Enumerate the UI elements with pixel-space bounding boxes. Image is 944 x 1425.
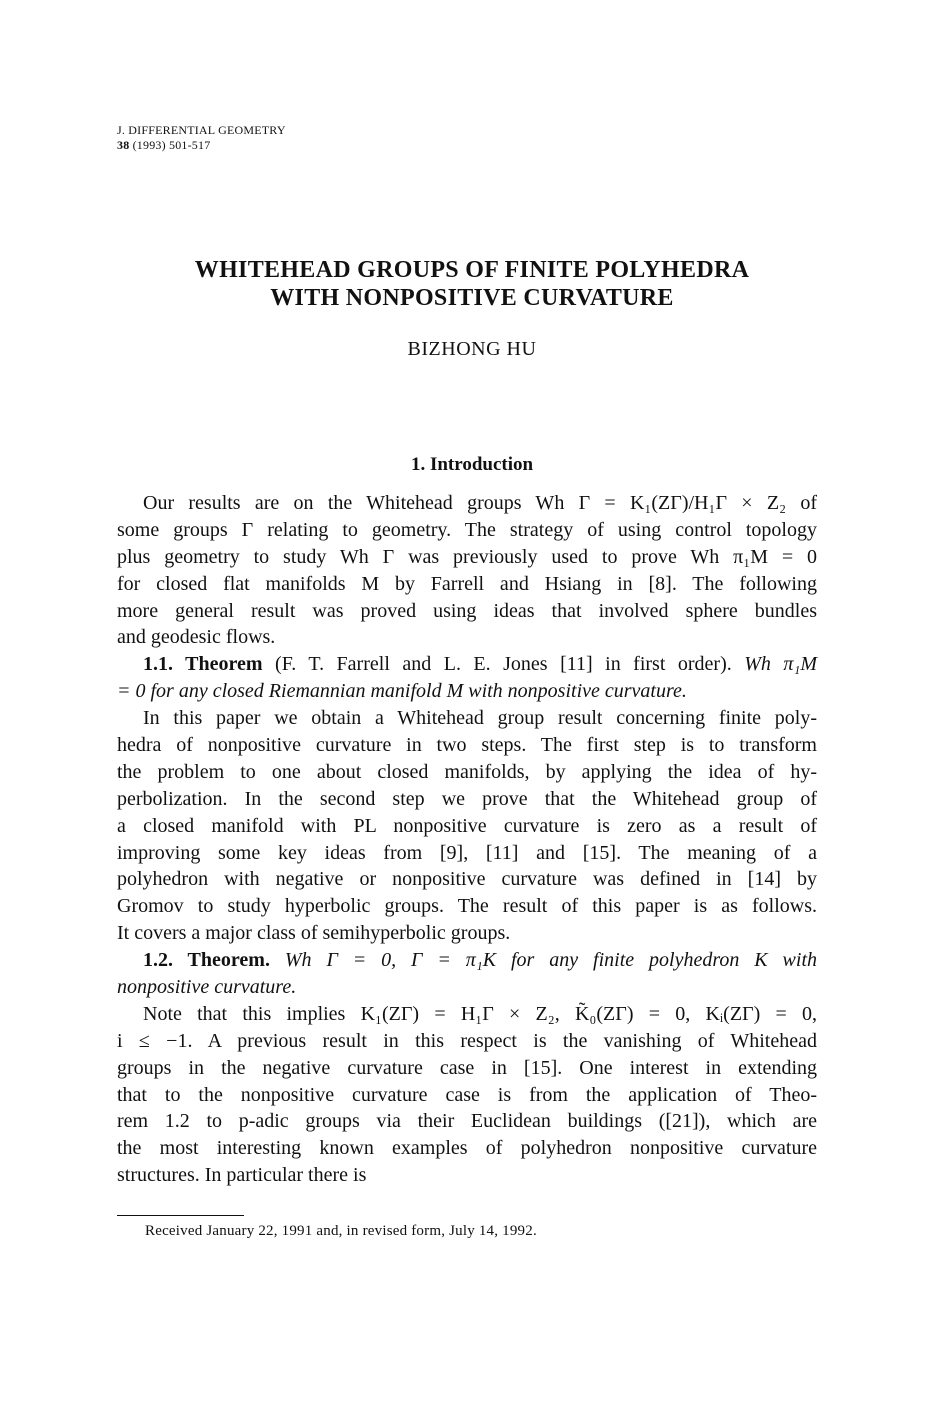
text-line: for closed flat manifolds M by Farrell and Hsiang in [8]. The following [117,572,817,595]
text-line: that to the nonpositive curvature case is from the application of Theo- [117,1083,817,1106]
text-line: It covers a major class of semihyperbolic groups. [117,922,511,945]
text-line: i ≤ −1. A previous result in this respect is the vanishing of Whitehead [117,1029,817,1052]
theorem-statement: Wh π₁M [744,653,818,676]
section-heading: 1. Introduction [410,454,534,475]
theorem-1-2 [117,947,817,974]
text-line: Note that this implies K₁(ZΓ) = H₁Γ × Z₂, K̃₀(ZΓ) = 0, Kᵢ(ZΓ) = 0, [143,1002,817,1025]
text-line: some groups Γ relating to geometry. The strategy of using control topology [117,518,817,541]
text-line: perbolization. In the second step we prove that the Whitehead group of [117,787,817,810]
theorem-statement: nonpositive curvature. [117,976,297,999]
text-line: the problem to one about closed manifolds, by applying the idea of hy- [117,760,817,783]
footnote: Received January 22, 1991 and, in revised form, July 14, 1992. [145,1223,537,1239]
text-line: and geodesic flows. [117,626,276,649]
journal-citation [117,138,286,153]
theorem-label: 1.1. Theorem [143,653,263,676]
text-line: structures. In particular there is [117,1164,367,1187]
title-line-1: WHITEHEAD GROUPS OF FINITE POLYHEDRA [194,257,750,283]
footnote-rule [117,1215,244,1216]
theorem-attribution: (F. T. Farrell and L. E. Jones [11] in first order). [275,653,732,676]
theorem-1-1 [117,651,817,678]
title-line-2: WITH NONPOSITIVE CURVATURE [270,285,674,311]
text-line: improving some key ideas from [9], [11] and [15]. The meaning of a [117,841,817,864]
journal-name: J. DIFFERENTIAL GEOMETRY [117,123,286,137]
text-line: more general result was proved using ideas that involved sphere bundles [117,599,817,622]
theorem-statement: Wh Γ = 0, Γ = π₁K for any finite polyhedron K with [284,949,818,972]
text-line: the most interesting known examples of polyhedron nonpositive curvature [117,1137,817,1160]
journal-header [117,123,286,153]
text-line: Gromov to study hyperbolic groups. The result of this paper is as follows. [117,895,817,918]
text-line: polyhedron with negative or nonpositive curvature was defined in [14] by [117,868,817,891]
text-line: plus geometry to study Wh Γ was previously used to prove Wh π₁M = 0 [117,545,817,568]
text-line: hedra of nonpositive curvature in two steps. The first step is to transform [117,734,817,757]
author-name: BIZHONG HU [407,338,537,360]
text-line: groups in the negative curvature case in [15]. One interest in extending [117,1056,817,1079]
text-line: In this paper we obtain a Whitehead group result concerning finite poly- [143,707,817,730]
paper-title [0,256,944,312]
text-line: a closed manifold with PL nonpositive curvature is zero as a result of [117,814,817,837]
journal-volume: 38 [117,138,130,152]
body-text [117,490,817,1189]
theorem-label: 1.2. Theorem. [143,949,270,972]
text-line: Our results are on the Whitehead groups Wh Γ = K₁(ZΓ)/H₁Γ × Z₂ of [143,492,817,514]
text-line: rem 1.2 to p-adic groups via their Euclidean buildings ([21]), which are [117,1110,817,1133]
journal-year-pages: (1993) 501-517 [132,138,211,152]
theorem-statement: = 0 for any closed Riemannian manifold M with nonpositive curvature. [117,680,687,703]
